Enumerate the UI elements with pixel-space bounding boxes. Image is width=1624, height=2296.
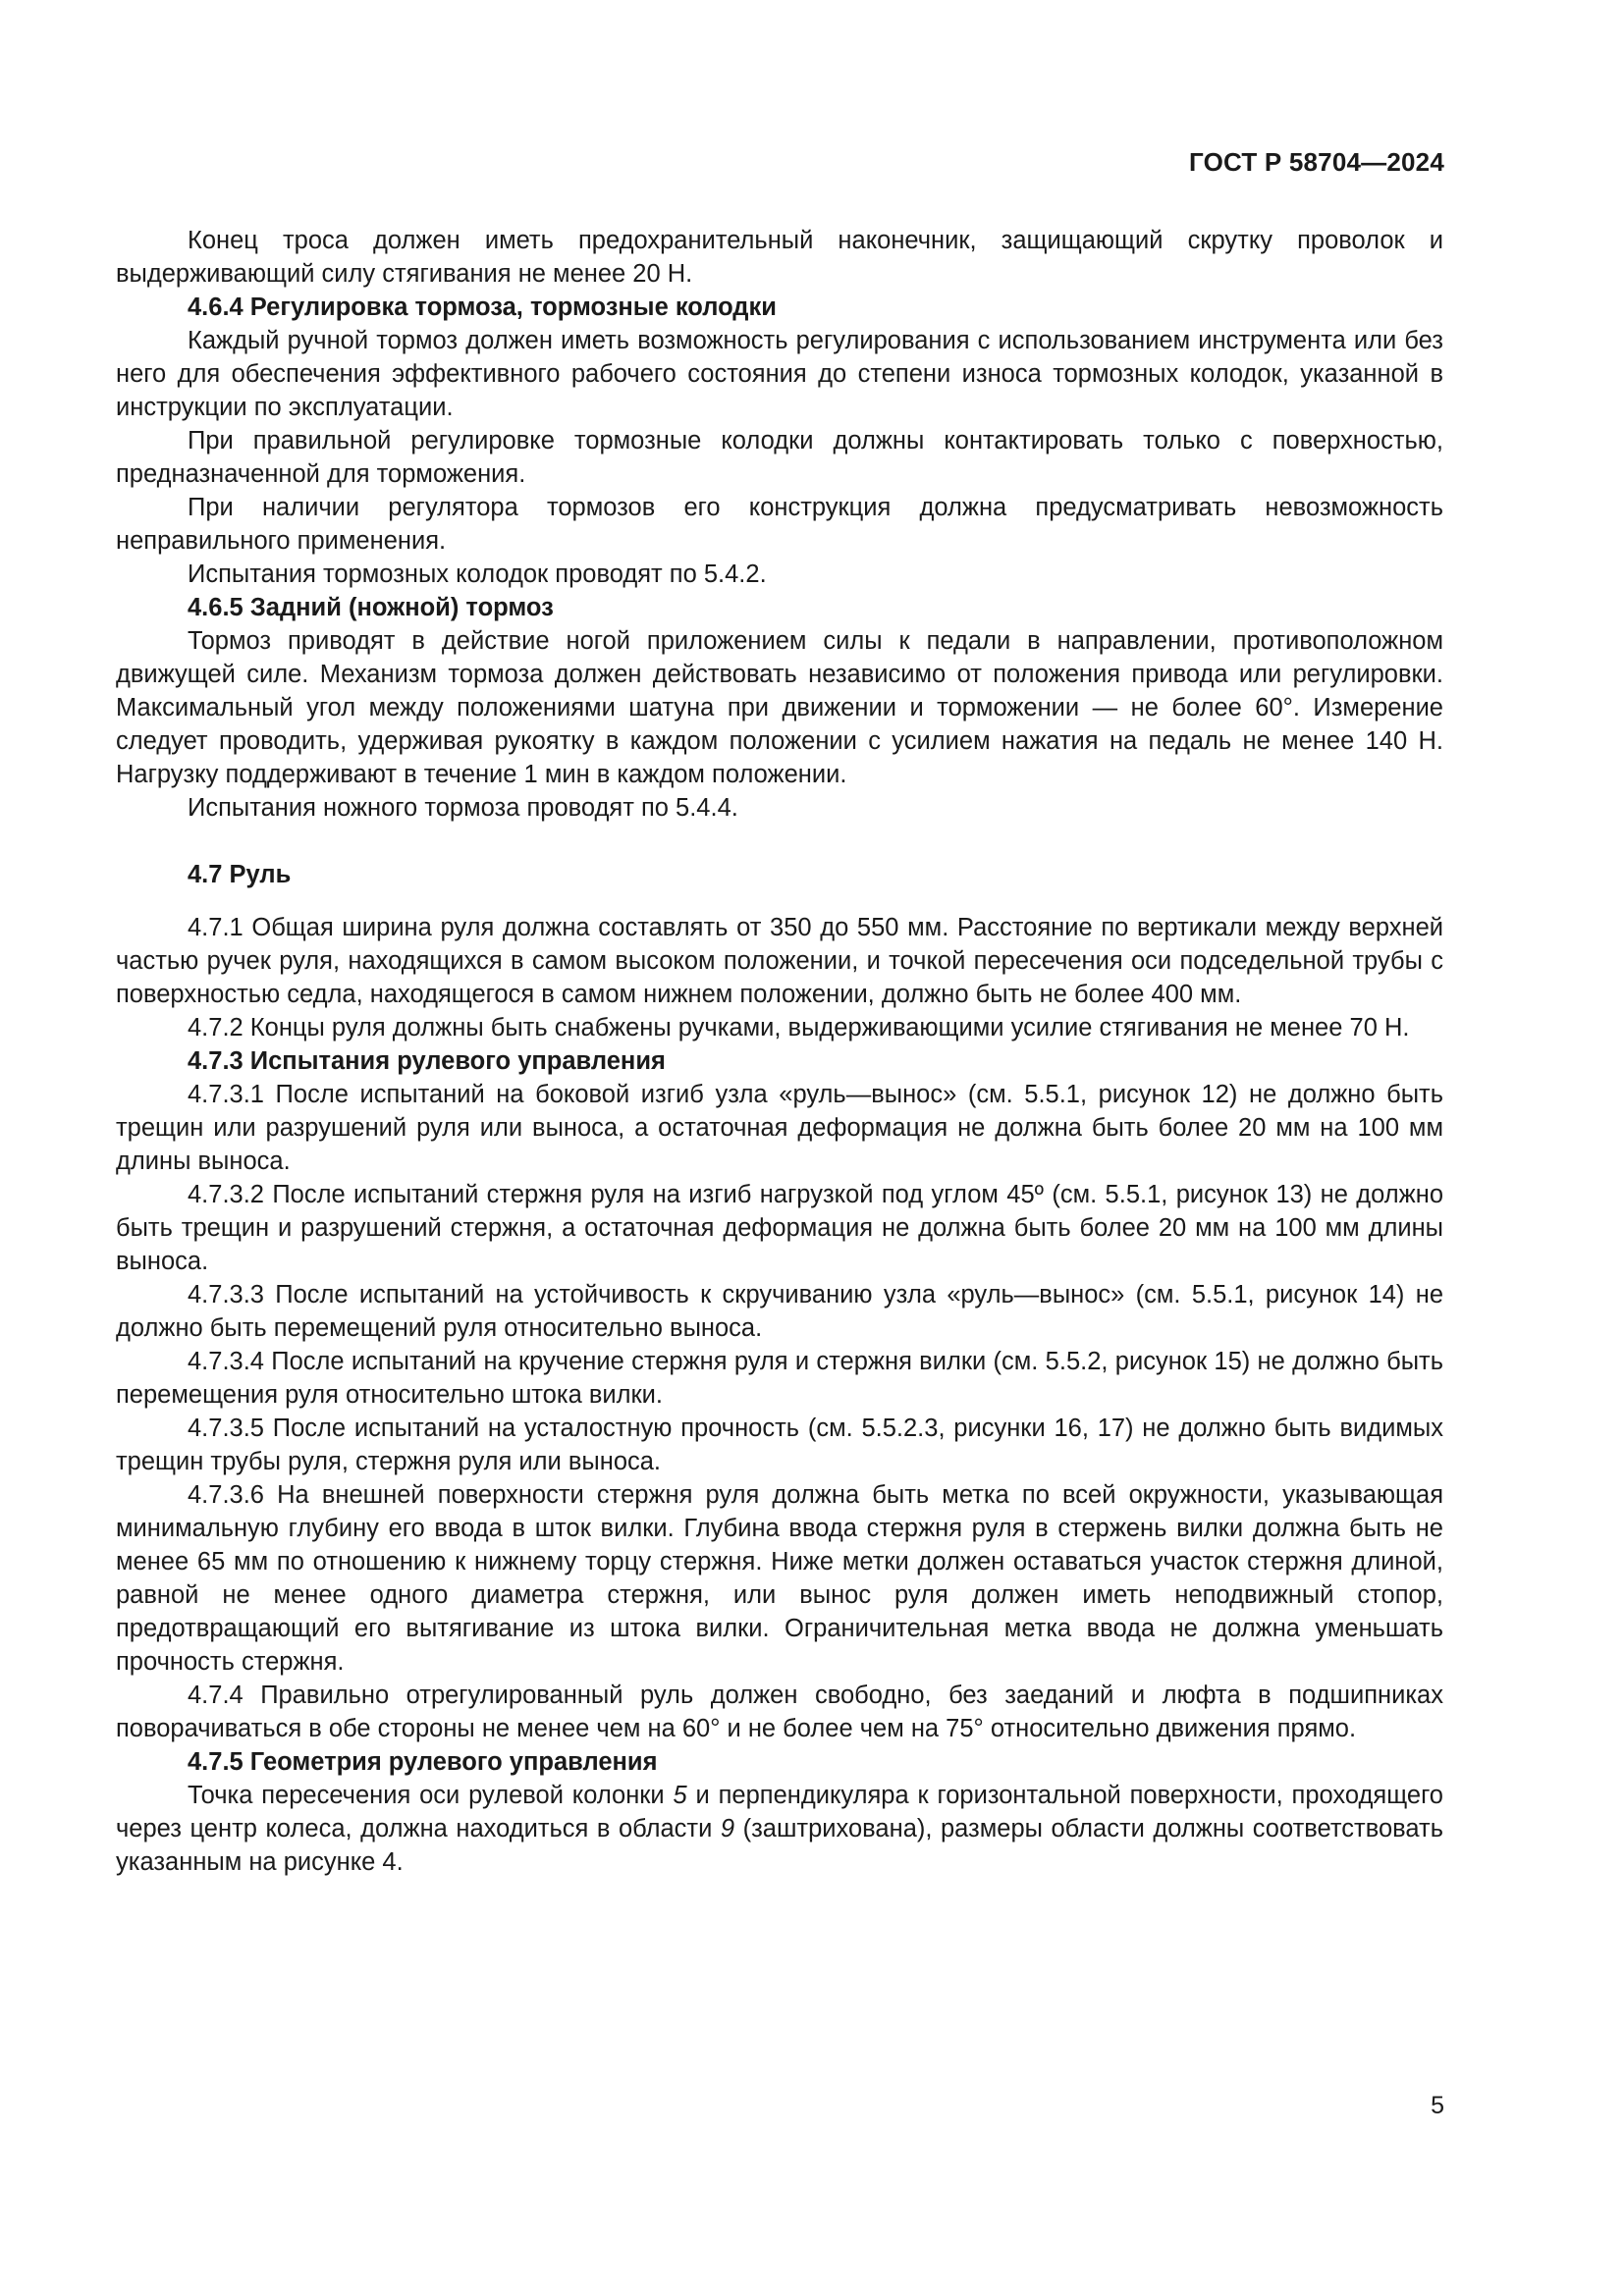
document-body xyxy=(116,224,1443,1879)
paragraph: 4.7.1 Общая ширина руля должна составлять от 350 до 550 мм. Расстояние по вертикали между верхней частью ручек руля, находящихся в самом высоком положении, и точкой пересечения оси подседельной трубы с поверхностью седла, находящегося в самом нижнем положении, должно быть не более 400 мм. xyxy=(116,914,1443,1008)
paragraph: 4.7.3.4 После испытаний на кручение стержня руля и стержня вилки (см. 5.5.2, рисунок 15) не должно быть перемещения руля относительно штока вилки. xyxy=(116,1348,1443,1409)
paragraph: При наличии регулятора тормозов его конструкция должна предусматривать невозможность неправильного применения. xyxy=(116,494,1443,555)
paragraph-text: (заштрихована), размеры области должны соответствовать указанным на рисунке 4. xyxy=(116,1815,1443,1876)
paragraph-text: и перпендикуляра к горизонтальной поверхности, проходящего через центр колеса, должна находиться в области xyxy=(116,1782,1443,1842)
paragraph: 4.7.3.2 После испытаний стержня руля на изгиб нагрузкой под углом 45º (см. 5.5.1, рисунок 13) не должно быть трещин и разрушений стержня, а остаточная деформация не должна быть более 20 мм на 100 мм длины выноса. xyxy=(116,1181,1443,1275)
section-heading: 4.7.5 Геометрия рулевого управления xyxy=(188,1748,658,1776)
paragraph: Испытания ножного тормоза проводят по 5.4.4. xyxy=(188,794,738,822)
paragraph xyxy=(116,1779,1443,1879)
paragraph: Каждый ручной тормоз должен иметь возможность регулирования с использованием инструмента или без него для обеспечения эффективного рабочего состояния до степени износа тормозных колодок, указанной в инструкции по эксплуатации. xyxy=(116,327,1443,421)
paragraph: 4.7.3.6 На внешней поверхности стержня руля должна быть метка по всей окружности, указывающая минимальную глубину его ввода в шток вилки. Глубина ввода стержня руля в стержень вилки должна быть не менее 65 мм по отношению к нижнему торцу стержня. Ниже метки должен оставаться участок стержня длиной, равной не менее одного диаметра стержня, или вынос руля должен иметь неподвижный стопор, предотвращающий его вытягивание из штока вилки. Ограничительная метка ввода не должна уменьшать прочность стержня. xyxy=(116,1481,1443,1676)
paragraph: Тормоз приводят в действие ногой приложением силы к педали в направлении, противоположном движущей силе. Механизм тормоза должен действовать независимо от положения привода или регулировки. Максимальный угол между положениями шатуна при движении и торможении — не более 60°. Измерение следует проводить, удерживая рукоятку в каждом положении с усилием нажатия на педаль не менее 140 Н. Нагрузку поддерживают в течение 1 мин в каждом положении. xyxy=(116,627,1443,788)
page-number: 5 xyxy=(1431,2092,1444,2119)
paragraph: Конец троса должен иметь предохранительный наконечник, защищающий скрутку проволок и выдерживающий силу стягивания не менее 20 Н. xyxy=(116,227,1443,288)
paragraph: 4.7.3.3 После испытаний на устойчивость к скручиванию узла «руль—вынос» (см. 5.5.1, рисунок 14) не должно быть перемещений руля относительно выноса. xyxy=(116,1281,1443,1342)
section-heading: 4.7.3 Испытания рулевого управления xyxy=(188,1047,666,1075)
paragraph: Испытания тормозных колодок проводят по 5.4.2. xyxy=(188,561,767,588)
section-heading: 4.6.5 Задний (ножной) тормоз xyxy=(188,594,554,621)
section-heading: 4.6.4 Регулировка тормоза, тормозные колодки xyxy=(188,294,777,321)
paragraph: 4.7.3.1 После испытаний на боковой изгиб узла «руль—вынос» (см. 5.5.1, рисунок 12) не должно быть трещин или разрушений руля или выноса, а остаточная деформация не должна быть более 20 мм на 100 мм длины выноса. xyxy=(116,1081,1443,1175)
document-header: ГОСТ Р 58704—2024 xyxy=(1189,147,1444,177)
paragraph-text: Точка пересечения оси рулевой колонки xyxy=(188,1782,674,1809)
italic-reference: 5 xyxy=(673,1782,687,1809)
paragraph: При правильной регулировке тормозные колодки должны контактировать только с поверхностью, предназначенной для торможения. xyxy=(116,427,1443,488)
italic-reference: 9 xyxy=(720,1815,735,1842)
paragraph: 4.7.4 Правильно отрегулированный руль должен свободно, без заеданий и люфта в подшипниках поворачиваться в обе стороны не менее чем на 60° и не более чем на 75° относительно движения прямо. xyxy=(116,1682,1443,1742)
paragraph: 4.7.3.5 После испытаний на усталостную прочность (см. 5.5.2.3, рисунки 16, 17) не должно быть видимых трещин трубы руля, стержня руля или выноса. xyxy=(116,1415,1443,1475)
section-heading: 4.7 Руль xyxy=(188,861,292,888)
paragraph: 4.7.2 Концы руля должны быть снабжены ручками, выдерживающими усилие стягивания не менее 70 Н. xyxy=(188,1014,1410,1041)
